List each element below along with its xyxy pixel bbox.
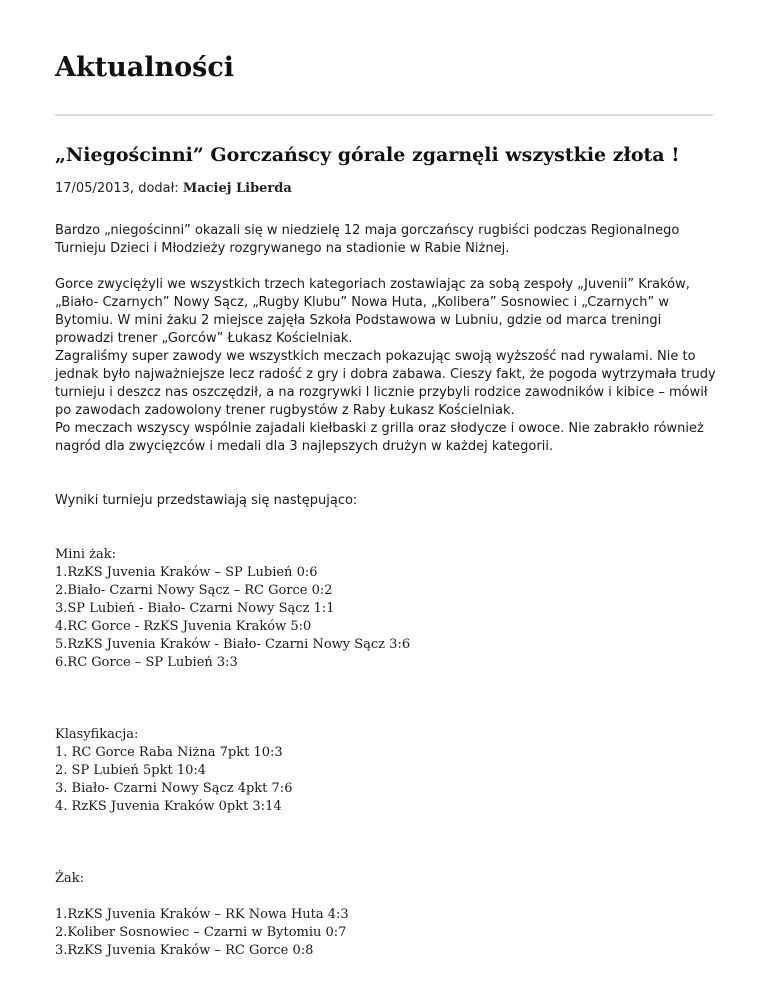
article-title: „Niegościnni” Gorczańscy górale zgarnęli wszystkie złota !: [55, 144, 680, 166]
intro-paragraph: [55, 222, 715, 258]
body-line: Po meczach wszyscy wspólnie zajadali kiełbaski z grilla oraz słodycze i owoce. Nie zabrakło również: [55, 421, 704, 436]
article-body: [55, 222, 715, 960]
mini-zak-heading: Mini żak:: [55, 547, 116, 562]
body-line: Bytomiu. W mini żaku 2 miejsce zajęła Szkoła Podstawowa w Lubniu, gdzie od marca treningi: [55, 313, 662, 328]
match-row: 6.RC Gorce – SP Lubień 3:3: [55, 655, 238, 670]
standings-row: 3. Biało- Czarni Nowy Sącz 4pkt 7:6: [55, 781, 293, 796]
match-row: 1.RzKS Juvenia Kraków – RK Nowa Huta 4:3: [55, 907, 349, 922]
body-line: turnieju i deszcz nas oszczędził, a na rozgrywki l licznie przybyli rodzice zawodników i kibice – mówił: [55, 385, 708, 400]
body-line: „Biało- Czarnych” Nowy Sącz, „Rugby Klubu” Nowa Huta, „Kolibera” Sosnowiec i „Czarnych” w: [55, 295, 670, 310]
article-date: 17/05/2013, dodał:: [55, 181, 183, 196]
body-line: po zawodach zadowolony trener rugbystów z Raby Łukasz Kościelniak.: [55, 403, 515, 418]
article-author: Maciej Liberda: [182, 181, 292, 196]
match-row: 3.RzKS Juvenia Kraków – RC Gorce 0:8: [55, 943, 314, 958]
standings-row: 1. RC Gorce Raba Niżna 7pkt 10:3: [55, 745, 283, 760]
body-line: jednak było najważniejsze lecz radość z gry i dobra zabawa. Cieszy fakt, że pogoda wytrzymała trudy: [55, 367, 716, 382]
intro-line: Bardzo „niegościnni” okazali się w niedzielę 12 maja gorczańscy rugbiści podczas Regionalnego: [55, 223, 680, 238]
match-row: 1.RzKS Juvenia Kraków – SP Lubień 0:6: [55, 565, 318, 580]
mini-zak-section: [55, 546, 715, 672]
klasyfikacja-heading: Klasyfikacja:: [55, 727, 139, 742]
body-line: prowadzi trener „Gorców” Łukasz Kościelniak.: [55, 331, 353, 346]
body-line: nagród dla zwycięzców i medali dla 3 najlepszych drużyn w każdej kategorii.: [55, 439, 554, 454]
page-title: Aktualności: [55, 52, 235, 83]
body-line: Zagraliśmy super zawody we wszystkich meczach pokazując swoją wyższość nad rywalami. Nie to: [55, 349, 696, 364]
match-row: 4.RC Gorce - RzKS Juvenia Kraków 5:0: [55, 619, 312, 634]
title-divider: [55, 114, 713, 116]
body-line: Gorce zwyciężyli we wszystkich trzech kategoriach zostawiając za sobą zespoły „Juvenii” Kraków,: [55, 277, 690, 292]
standings-row: 2. SP Lubień 5pkt 10:4: [55, 763, 207, 778]
match-row: 3.SP Lubień - Biało- Czarni Nowy Sącz 1:1: [55, 601, 335, 616]
results-intro: Wyniki turnieju przedstawiają się następująco:: [55, 493, 358, 508]
standings-row: 4. RzKS Juvenia Kraków 0pkt 3:14: [55, 799, 282, 814]
match-row: 5.RzKS Juvenia Kraków - Biało- Czarni Nowy Sącz 3:6: [55, 637, 411, 652]
match-row: 2.Koliber Sosnowiec – Czarni w Bytomiu 0:7: [55, 925, 347, 940]
article-meta: [55, 181, 292, 196]
main-paragraph: [55, 276, 715, 456]
zak-section: [55, 870, 715, 960]
intro-line: Turnieju Dzieci i Młodzieży rozgrywanego na stadionie w Rabie Niżnej.: [55, 241, 510, 256]
zak-heading: Żak:: [55, 871, 85, 886]
match-row: 2.Biało- Czarni Nowy Sącz – RC Gorce 0:2: [55, 583, 333, 598]
klasyfikacja-section: [55, 726, 715, 816]
